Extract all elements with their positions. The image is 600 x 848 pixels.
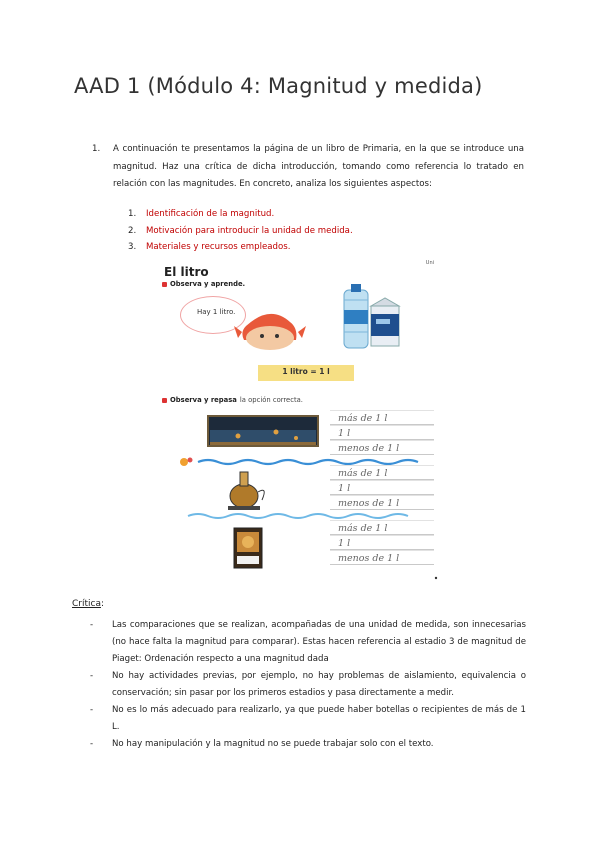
liter-equivalence-strip	[258, 365, 354, 381]
critique-text: Las comparaciones que se realizan, acompañadas de una unidad de medida, son innecesarias (no hace falta la magnitud para comparar). Estas hacen referencia al estadio 3 de magnitud de Piaget: Ordenación respecto a una magnitud dada	[112, 620, 526, 664]
strip-text: 1 litro = 1 l	[282, 367, 330, 376]
section-label-rest: la opción correcta.	[239, 396, 303, 404]
critique-item: - No es lo más adecuado para realizarlo, ya que puede haber botellas o recipientes de más de 1 L.	[90, 702, 526, 736]
trace-option: más de 1 l	[330, 465, 434, 480]
critique-text: No hay manipulación y la magnitud no se puede trabajar solo con el texto.	[112, 739, 434, 749]
trace-option: menos de 1 l	[330, 550, 434, 565]
section-label: Observa y repasa	[170, 396, 237, 404]
aquarium-icon	[208, 416, 318, 446]
bubble-text: Hay 1 litro.	[197, 308, 236, 316]
aspect-number: 2.	[128, 225, 137, 236]
critique-heading	[72, 599, 104, 609]
aspect-text: Motivación para introducir la unidad de medida.	[146, 225, 353, 236]
oil-cruet-icon	[228, 472, 264, 510]
options-group-cruet	[330, 465, 434, 510]
critique-text: No es lo más adecuado para realizarlo, ya que puede haber botellas o recipientes de más de 1 L.	[112, 705, 526, 732]
trace-option: menos de 1 l	[330, 440, 434, 455]
critique-text: No hay actividades previas, por ejemplo, no hay problemas de aislamiento, equivalencia o conservación; sin pasar por los primeros estadios y pasa directamente a medir.	[112, 671, 526, 698]
aspect-item	[128, 206, 353, 223]
trace-option: menos de 1 l	[330, 495, 434, 510]
juice-box-icon	[234, 528, 262, 568]
page-title: AAD 1 (Módulo 4: Magnitud y medida)	[74, 74, 483, 98]
options-group-juice	[330, 520, 434, 565]
critique-colon: :	[100, 599, 105, 609]
question-text: A continuación te presentamos la página de un libro de Primaria, en la que se introduce una magnitud. Haz una crítica de dicha introducción, tomando como referencia lo tratado en relación con las magnitudes. En concreto, analiza los siguientes aspectos:	[113, 144, 524, 190]
trace-option: más de 1 l	[330, 410, 434, 425]
critique-label: Crítica	[72, 599, 101, 609]
section-label: Observa y aprende.	[170, 280, 246, 288]
aspects-list	[128, 206, 353, 256]
aspect-number: 3.	[128, 242, 137, 253]
question-number: 1.	[92, 144, 101, 154]
aspect-item	[128, 223, 353, 240]
girl-icon	[234, 314, 306, 350]
water-wave-divider-2	[188, 514, 408, 518]
aspect-text: Identificación de la magnitud.	[146, 209, 275, 219]
textbook-page-image	[158, 260, 440, 582]
trace-option: 1 l	[330, 425, 434, 440]
water-bottle-icon	[344, 284, 368, 348]
unit-label: Uni	[425, 260, 434, 266]
aspect-text: Materiales y recursos empleados.	[146, 242, 291, 253]
textbook-heading: El litro	[164, 265, 209, 279]
aspect-number: 1.	[128, 209, 137, 219]
dot-mark	[435, 577, 437, 579]
critique-item: - No hay actividades previas, por ejemplo, no hay problemas de aislamiento, equivalencia o conservación; sin pasar por los primeros estadios y pasa directamente a medir.	[90, 668, 526, 702]
trace-option: 1 l	[330, 535, 434, 550]
critique-item: - No hay manipulación y la magnitud no se puede trabajar solo con el texto.	[90, 736, 526, 753]
critique-list	[90, 617, 526, 753]
milk-carton-icon	[371, 298, 399, 346]
aspect-item	[128, 239, 353, 256]
question-1	[92, 141, 524, 194]
trace-option: 1 l	[330, 480, 434, 495]
critique-item: - Las comparaciones que se realizan, acompañadas de una unidad de medida, son innecesarias (no hace falta la magnitud para comparar). Estas hacen referencia al estadio 3 de magnitud de Piaget: Ordenación respecto a una magnitud dada	[90, 617, 526, 668]
options-group-aquarium	[330, 410, 434, 455]
trace-option: más de 1 l	[330, 520, 434, 535]
